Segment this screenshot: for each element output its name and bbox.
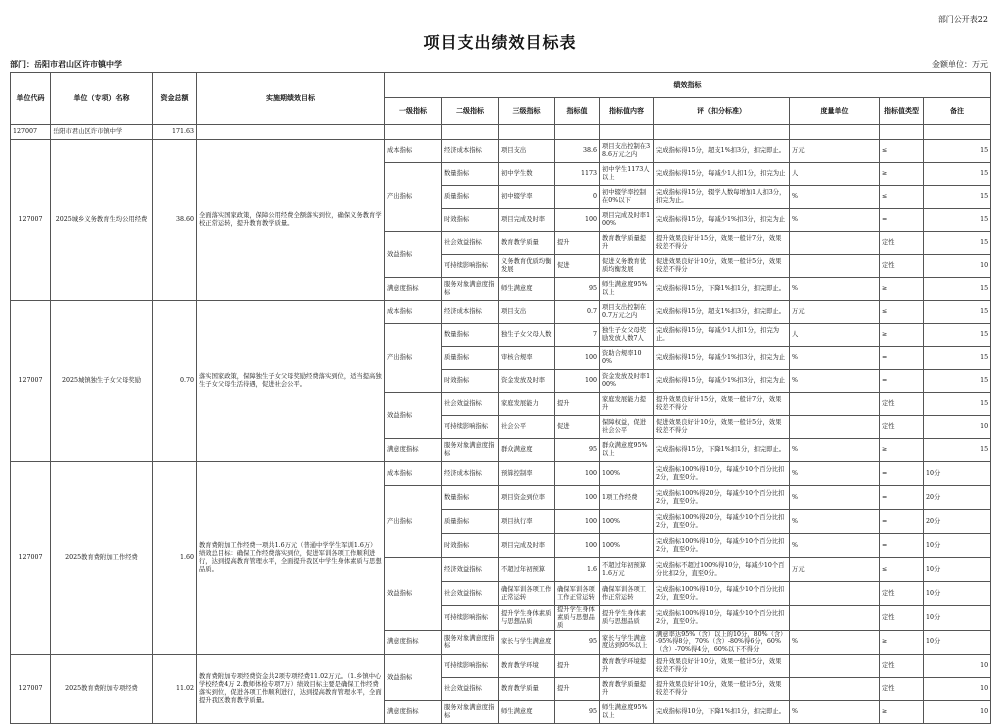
indicator-note: 20分	[924, 486, 991, 510]
indicator-note: 15	[924, 140, 991, 163]
indicator-type: 定性	[880, 255, 924, 278]
indicator-level3: 项目资金到位率	[499, 486, 555, 510]
indicator-level3: 家长与学生满意度	[499, 630, 555, 655]
indicator-note: 10	[924, 416, 991, 439]
indicator-measure: %	[790, 701, 880, 724]
indicator-score: 促进效果良好计10分，效果一般计5分，效果较差不得分	[654, 255, 790, 278]
indicator-level1: 成本指标	[385, 462, 442, 486]
project-name: 2025城乡义务教育生均公用经费	[51, 140, 153, 301]
indicator-measure	[790, 655, 880, 678]
indicator-value: 提升	[555, 232, 600, 255]
indicator-measure	[790, 416, 880, 439]
indicator-level2: 服务对象满意度指标	[442, 439, 499, 462]
indicator-type: 定性	[880, 416, 924, 439]
indicator-note: 10分	[924, 462, 991, 486]
page-title: 项目支出绩效目标表	[423, 33, 577, 52]
header-value: 指标值	[555, 98, 600, 125]
indicator-note: 15	[924, 347, 991, 370]
indicator-score: 完成指标得15分，每减少1人扣1分，扣完为止。	[654, 324, 790, 347]
indicator-content: 教育教学质量提升	[600, 678, 654, 701]
table-number: 部门公开表22	[937, 15, 988, 24]
header-score: 评（扣分标准）	[654, 98, 790, 125]
indicator-level2: 质量指标	[442, 510, 499, 534]
indicator-level1: 效益指标	[385, 655, 442, 701]
indicator-type: =	[880, 510, 924, 534]
indicator-note: 10	[924, 255, 991, 278]
indicator-score: 完成指标得15分，辍学人数每增加1人扣3分，扣完为止。	[654, 186, 790, 209]
indicator-level1: 产出指标	[385, 486, 442, 558]
indicator-note: 15	[924, 232, 991, 255]
indicator-level1: 成本指标	[385, 301, 442, 324]
header-l1: 一级指标	[385, 98, 442, 125]
indicator-level3: 教育教学质量	[499, 678, 555, 701]
indicator-note: 10分	[924, 582, 991, 606]
indicator-value: 100	[555, 486, 600, 510]
project-code: 127007	[11, 301, 51, 462]
indicator-note: 15	[924, 370, 991, 393]
indicator-note: 10	[924, 678, 991, 701]
indicator-score: 完成指标100%得10分，每减少10个百分比扣2分，直至0分。	[654, 582, 790, 606]
indicator-value: 1.6	[555, 558, 600, 582]
indicator-measure: %	[790, 347, 880, 370]
indicator-value: 95	[555, 701, 600, 724]
indicator-measure: %	[790, 534, 880, 558]
indicator-level2: 服务对象满意度指标	[442, 278, 499, 301]
header-content: 指标值内容	[600, 98, 654, 125]
project-amount: 38.60	[153, 140, 197, 301]
indicator-level3: 独生子女父母人数	[499, 324, 555, 347]
indicator-note: 15	[924, 301, 991, 324]
indicator-note: 15	[924, 439, 991, 462]
indicator-type: 定性	[880, 232, 924, 255]
indicator-measure: 人	[790, 324, 880, 347]
project-code: 127007	[11, 462, 51, 655]
indicator-level3: 教育教学环境	[499, 655, 555, 678]
indicator-score: 提升效果良好计15分，效果一般计7分，效果较差不得分	[654, 393, 790, 416]
indicator-level3: 义务教育优质均衡发展	[499, 255, 555, 278]
indicator-level2: 数量指标	[442, 163, 499, 186]
indicator-measure: 万元	[790, 558, 880, 582]
indicator-note: 15	[924, 393, 991, 416]
indicator-level2: 经济成本指标	[442, 462, 499, 486]
header-l2: 二级指标	[442, 98, 499, 125]
indicator-value: 95	[555, 630, 600, 655]
indicator-level2: 时效指标	[442, 370, 499, 393]
indicator-measure: %	[790, 370, 880, 393]
indicator-value: 提升	[555, 678, 600, 701]
indicator-score: 完成指标得15分，每减少1%扣3分，扣完为止	[654, 347, 790, 370]
indicator-level1: 效益指标	[385, 393, 442, 439]
indicator-type: =	[880, 486, 924, 510]
indicator-value: 100	[555, 462, 600, 486]
indicator-value: 7	[555, 324, 600, 347]
indicator-note: 15	[924, 278, 991, 301]
indicator-content: 家庭发展能力提升	[600, 393, 654, 416]
header-code: 单位代码	[11, 73, 51, 125]
indicator-level3: 不超过年初预算	[499, 558, 555, 582]
indicator-content: 100%	[600, 462, 654, 486]
indicator-measure: %	[790, 510, 880, 534]
project-amount: 0.70	[153, 301, 197, 462]
indicator-level3: 师生满意度	[499, 278, 555, 301]
summary-code: 127007	[11, 125, 51, 140]
indicator-level1: 效益指标	[385, 558, 442, 631]
indicator-level3: 初中学生数	[499, 163, 555, 186]
indicator-score: 完成指标100%得20分，每减少10个百分比扣2分，直至0分。	[654, 486, 790, 510]
indicator-type: 定性	[880, 678, 924, 701]
indicator-value: 100	[555, 534, 600, 558]
indicator-content: 教育教学环境提升	[600, 655, 654, 678]
indicator-measure: %	[790, 630, 880, 655]
performance-table	[10, 72, 991, 724]
summary-row	[11, 125, 991, 140]
indicator-level2: 服务对象满意度指标	[442, 701, 499, 724]
indicator-score: 完成指标100%得10分，每减少10个百分比扣2分，直至0分。	[654, 606, 790, 631]
indicator-value: 38.6	[555, 140, 600, 163]
indicator-score: 提升效果良好计15分，效果一般计7分，效果较差不得分	[654, 232, 790, 255]
indicator-type: 定性	[880, 606, 924, 631]
indicator-level3: 审核合规率	[499, 347, 555, 370]
indicator-level3: 师生满意度	[499, 701, 555, 724]
indicator-value: 100	[555, 347, 600, 370]
indicator-level3: 确保军训各项工作正常运转	[499, 582, 555, 606]
indicator-measure: %	[790, 439, 880, 462]
indicator-level2: 可持续影响指标	[442, 255, 499, 278]
indicator-type: =	[880, 209, 924, 232]
indicator-content: 项目完成及时率100%	[600, 209, 654, 232]
header-indicators: 绩效指标	[385, 73, 991, 98]
table-row	[11, 140, 991, 163]
table-row	[11, 462, 991, 486]
indicator-score: 提升效果良好计10分，效果一般计5分，效果较差不得分	[654, 655, 790, 678]
indicator-level3: 项目执行率	[499, 510, 555, 534]
project-goal: 教育费附加专项经费资金共2项专项经费11.02万元。（1.乡镇中心学校经费4万 2.教师体检专项7万）绩效目标主要是确保工作经费落实到位，促进各项工作顺利进行，达到提高教育管理水平，全面提升我区教育教学质量。	[197, 655, 385, 724]
project-name: 2025教育费附加工作经费	[51, 462, 153, 655]
indicator-value: 促进	[555, 416, 600, 439]
indicator-level3: 群众满意度	[499, 439, 555, 462]
indicator-level3: 项目支出	[499, 140, 555, 163]
indicator-note: 15	[924, 186, 991, 209]
project-goal: 全面落实国家政策，保障公用经费全额落实到位，确保义务教育学校正常运转，提升教育教学质量。	[197, 140, 385, 301]
indicator-value: 1173	[555, 163, 600, 186]
indicator-level2: 时效指标	[442, 534, 499, 558]
indicator-note: 15	[924, 209, 991, 232]
indicator-level2: 可持续影响指标	[442, 416, 499, 439]
indicator-measure: %	[790, 278, 880, 301]
indicator-score: 完成指标得15分，超支1%扣3分，扣完即止。	[654, 301, 790, 324]
indicator-type: ≥	[880, 324, 924, 347]
indicator-type: 定性	[880, 655, 924, 678]
amount-unit-label: 金额单位：万元	[932, 60, 988, 69]
indicator-level3: 社会公平	[499, 416, 555, 439]
indicator-type: 定性	[880, 393, 924, 416]
indicator-content: 100%	[600, 534, 654, 558]
header-l3: 三级指标	[499, 98, 555, 125]
indicator-measure: 万元	[790, 301, 880, 324]
project-code: 127007	[11, 655, 51, 724]
indicator-level2: 社会效益指标	[442, 393, 499, 416]
indicator-type: 定性	[880, 582, 924, 606]
indicator-measure: %	[790, 462, 880, 486]
indicator-type: ≤	[880, 301, 924, 324]
indicator-level2: 经济成本指标	[442, 140, 499, 163]
indicator-level1: 成本指标	[385, 140, 442, 163]
indicator-note: 20分	[924, 510, 991, 534]
indicator-measure	[790, 606, 880, 631]
indicator-score: 促进效果良好计10分，效果一般计5分，效果较差不得分	[654, 416, 790, 439]
indicator-note: 15	[924, 163, 991, 186]
indicator-value: 100	[555, 510, 600, 534]
indicator-level3: 项目完成及时率	[499, 534, 555, 558]
indicator-measure: %	[790, 186, 880, 209]
indicator-type: =	[880, 462, 924, 486]
indicator-level2: 社会效益指标	[442, 582, 499, 606]
project-code: 127007	[11, 140, 51, 301]
indicator-level1: 满意度指标	[385, 278, 442, 301]
table-row	[11, 655, 991, 678]
indicator-level1: 满意度指标	[385, 701, 442, 724]
indicator-level3: 家庭发展能力	[499, 393, 555, 416]
indicator-content: 确保军训各项工作正常运转	[600, 582, 654, 606]
indicator-type: =	[880, 370, 924, 393]
indicator-level2: 质量指标	[442, 347, 499, 370]
indicator-content: 独生子女父母奖励发放人数7人	[600, 324, 654, 347]
indicator-level2: 服务对象满意度指标	[442, 630, 499, 655]
indicator-score: 完成指标得10分，下降1%扣1分，扣完即止。	[654, 701, 790, 724]
indicator-content: 提升学生身体素质与思想品质	[600, 606, 654, 631]
header-amount: 资金总额	[153, 73, 197, 125]
indicator-measure: 万元	[790, 140, 880, 163]
indicator-content: 资金发放及时率100%	[600, 370, 654, 393]
indicator-content: 促进义务教育优质均衡发展	[600, 255, 654, 278]
project-amount: 1.60	[153, 462, 197, 655]
indicator-level2: 经济成本指标	[442, 301, 499, 324]
indicator-content: 教育教学质量提升	[600, 232, 654, 255]
indicator-content: 保障权益，促进社会公平	[600, 416, 654, 439]
indicator-level1: 效益指标	[385, 232, 442, 278]
indicator-value: 95	[555, 278, 600, 301]
indicator-score: 满意率达95%（含）以上的10分，80%（含）-95%得8分，70%（含）-80%得6分，60%（含）-70%得4分，60%以下不得分	[654, 630, 790, 655]
project-goal: 落实国家政策，保障独生子女父母奖励经费落实到位，适当提高独生子女父母生活待遇，促进社会公平。	[197, 301, 385, 462]
indicator-level2: 社会效益指标	[442, 232, 499, 255]
indicator-value: 提升	[555, 393, 600, 416]
indicator-type: ≥	[880, 439, 924, 462]
indicator-note: 10分	[924, 534, 991, 558]
indicator-value: 100	[555, 209, 600, 232]
indicator-content: 项目支出控制在0.7万元之内	[600, 301, 654, 324]
indicator-level3: 初中辍学率	[499, 186, 555, 209]
indicator-content: 家长与学生满意度达到95%以上	[600, 630, 654, 655]
indicator-value: 95	[555, 439, 600, 462]
project-amount: 11.02	[153, 655, 197, 724]
indicator-type: =	[880, 347, 924, 370]
indicator-measure	[790, 582, 880, 606]
header-name: 单位（专项）名称	[51, 73, 153, 125]
indicator-score: 提升效果良好计10分，效果一般计5分，效果较差不得分	[654, 678, 790, 701]
indicator-content: 资助合规率100%	[600, 347, 654, 370]
indicator-measure	[790, 678, 880, 701]
indicator-note: 10分	[924, 630, 991, 655]
indicator-level2: 可持续影响指标	[442, 606, 499, 631]
indicator-score: 完成指标100%得20分，每减少10个百分比扣2分，直至0分。	[654, 510, 790, 534]
indicator-level3: 预算控制率	[499, 462, 555, 486]
indicator-content: 群众满意度95%以上	[600, 439, 654, 462]
indicator-content: 项目支出控制在38.6万元之内	[600, 140, 654, 163]
header-note: 备注	[924, 98, 991, 125]
indicator-score: 完成指标得15分，下降1%扣1分，扣完即止。	[654, 439, 790, 462]
indicator-score: 完成指标得15分，每减少1%扣3分，扣完为止	[654, 370, 790, 393]
indicator-score: 完成指标得15分，下降1%扣1分，扣完即止。	[654, 278, 790, 301]
indicator-type: ≥	[880, 701, 924, 724]
indicator-note: 15	[924, 324, 991, 347]
indicator-measure	[790, 393, 880, 416]
indicator-level3: 教育教学质量	[499, 232, 555, 255]
indicator-type: ≥	[880, 278, 924, 301]
indicator-type: ≤	[880, 558, 924, 582]
department-label: 部门：岳阳市君山区许市镇中学	[10, 59, 122, 69]
indicator-value: 提升学生身体素质与思想品质	[555, 606, 600, 631]
indicator-note: 10分	[924, 606, 991, 631]
indicator-level2: 时效指标	[442, 209, 499, 232]
summary-amount: 171.63	[153, 125, 197, 140]
indicator-type: ≥	[880, 630, 924, 655]
indicator-type: ≥	[880, 163, 924, 186]
indicator-value: 0.7	[555, 301, 600, 324]
indicator-measure: %	[790, 209, 880, 232]
header-goal: 实施期绩效目标	[197, 73, 385, 125]
indicator-score: 完成指标100%得10分，每减少10个百分比扣2分，直至0分。	[654, 462, 790, 486]
indicator-measure	[790, 255, 880, 278]
indicator-level1: 满意度指标	[385, 630, 442, 655]
indicator-level2: 数量指标	[442, 486, 499, 510]
indicator-level1: 产出指标	[385, 324, 442, 393]
indicator-type: =	[880, 534, 924, 558]
indicator-level2: 经济效益指标	[442, 558, 499, 582]
header-type: 指标值类型	[880, 98, 924, 125]
summary-name: 岳阳市君山区许市镇中学	[51, 125, 153, 140]
indicator-score: 完成指标得15分，超支1%扣3分，扣完即止。	[654, 140, 790, 163]
indicator-score: 完成指标不超过100%得10分，每减少10个百分比扣2分，直至0分。	[654, 558, 790, 582]
indicator-score: 完成指标得15分，每减少1人扣1分，扣完为止	[654, 163, 790, 186]
indicator-type: ≤	[880, 140, 924, 163]
indicator-note: 10	[924, 701, 991, 724]
indicator-score: 完成指标得15分，每减少1%扣3分，扣完为止	[654, 209, 790, 232]
indicator-level2: 数量指标	[442, 324, 499, 347]
indicator-score: 完成指标100%得10分，每减少10个百分比扣2分，直至0分。	[654, 534, 790, 558]
indicator-level1: 产出指标	[385, 163, 442, 232]
indicator-level3: 项目支出	[499, 301, 555, 324]
indicator-value: 确保军训各项工作正常运转	[555, 582, 600, 606]
indicator-note: 10	[924, 655, 991, 678]
indicator-content: 师生满意度95%以上	[600, 278, 654, 301]
indicator-content: 1项工作经费	[600, 486, 654, 510]
indicator-level3: 资金发放及时率	[499, 370, 555, 393]
indicator-type: ≤	[880, 186, 924, 209]
project-goal: 教育费附加工作经费一项共1.6万元（普通中学学生军训1.6万）绩效总目标：确保工作经费落实到位，促进军训各项工作顺利进行，达到提高教育管理水平，全面提升我区中学生身体素质与思想品质。	[197, 462, 385, 655]
header-measure: 度量单位	[790, 98, 880, 125]
project-name: 2025教育费附加专项经费	[51, 655, 153, 724]
indicator-content: 初中辍学率控制在0%以下	[600, 186, 654, 209]
indicator-level2: 质量指标	[442, 186, 499, 209]
indicator-level3: 提升学生身体素质与思想品质	[499, 606, 555, 631]
indicator-level2: 可持续影响指标	[442, 655, 499, 678]
indicator-measure: %	[790, 486, 880, 510]
indicator-measure	[790, 232, 880, 255]
indicator-content: 师生满意度95%以上	[600, 701, 654, 724]
indicator-content: 初中学生1173人以上	[600, 163, 654, 186]
indicator-value: 0	[555, 186, 600, 209]
indicator-level1: 满意度指标	[385, 439, 442, 462]
indicator-value: 提升	[555, 655, 600, 678]
indicator-measure: 人	[790, 163, 880, 186]
indicator-note: 10分	[924, 558, 991, 582]
indicator-value: 100	[555, 370, 600, 393]
indicator-content: 100%	[600, 510, 654, 534]
indicator-level3: 项目完成及时率	[499, 209, 555, 232]
table-row	[11, 301, 991, 324]
indicator-level2: 社会效益指标	[442, 678, 499, 701]
indicator-content: 不超过年初预算1.6万元	[600, 558, 654, 582]
indicator-value: 促进	[555, 255, 600, 278]
project-name: 2025城镇独生子女父母奖励	[51, 301, 153, 462]
